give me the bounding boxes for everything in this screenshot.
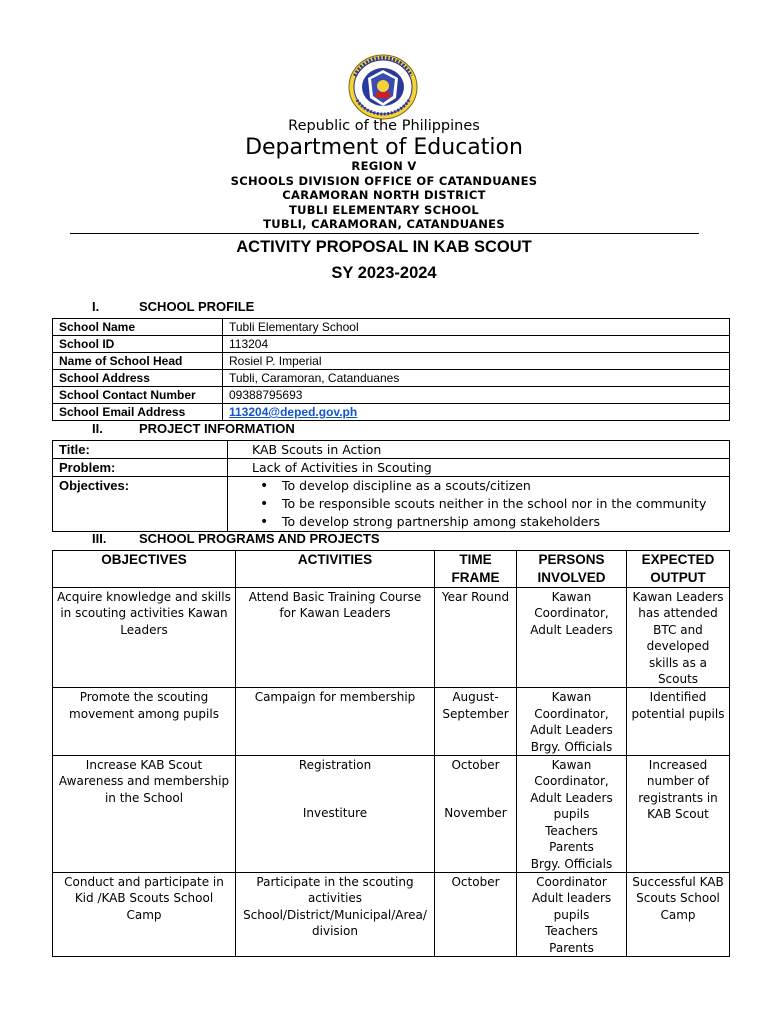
school-programs-table <box>52 550 730 957</box>
table-row <box>53 688 730 756</box>
person-entry: Teachers <box>545 924 598 939</box>
table-row <box>53 872 730 956</box>
table-row <box>53 588 730 688</box>
proposal-title: ACTIVITY PROPOSAL IN KAB SCOUT <box>236 238 532 256</box>
seal-emblem-icon <box>346 54 420 120</box>
table-row <box>53 756 730 873</box>
profile-value: 113204 <box>223 336 730 353</box>
person-entry: Kawan Coordinator, Adult Leaders <box>530 690 613 738</box>
list-item: • To be responsible scouts neither in the school nor in the community <box>256 495 723 513</box>
project-objectives-label: Objectives: <box>53 477 228 532</box>
output-cell: Kawan Leaders has attended BTC and developed skills as a Scouts <box>627 588 730 688</box>
address-line: TUBLI, CARAMORAN, CATANDUANES <box>263 217 505 231</box>
time-frame-cell <box>435 756 517 873</box>
project-title-label: Title: <box>53 441 228 459</box>
profile-value: Tubli Elementary School <box>223 319 730 336</box>
profile-label: School Address <box>53 370 223 387</box>
activity-cell <box>236 756 435 873</box>
profile-label: School ID <box>53 336 223 353</box>
section-number: III. <box>92 531 107 546</box>
objective-cell: Acquire knowledge and skills in scouting activities Kawan Leaders <box>53 588 236 688</box>
profile-label: School Name <box>53 319 223 336</box>
person-entry: Adult leaders <box>531 891 612 906</box>
region-line: REGION V <box>351 159 417 173</box>
school-email-link[interactable]: 113204@deped.gov.ph <box>229 405 358 419</box>
activity-cell: Campaign for membership <box>236 688 435 756</box>
column-header-activities: ACTIVITIES <box>236 551 435 588</box>
persons-cell <box>517 872 627 956</box>
person-entry: Kawan Coordinator, Adult Leaders <box>530 758 613 805</box>
project-objectives-value <box>228 477 730 532</box>
profile-value: Tubli, Caramoran, Catanduanes <box>223 370 730 387</box>
list-item: • To develop strong partnership among stakeholders <box>256 513 723 531</box>
person-entry: Parents <box>549 940 594 955</box>
person-entry: pupils <box>553 907 590 922</box>
project-problem-value: Lack of Activities in Scouting <box>228 459 730 477</box>
section-number: I. <box>92 299 100 314</box>
persons-cell <box>517 756 627 873</box>
profile-value: Rosiel P. Imperial <box>223 353 730 370</box>
person-entry: pupils <box>553 807 590 822</box>
output-cell: Increased number of registrants in KAB Scout <box>627 756 730 873</box>
objective-cell: Conduct and participate in Kid /KAB Scouts School Camp <box>53 872 236 956</box>
department-name: Department of Education <box>245 135 523 160</box>
time-entry: October <box>451 758 500 773</box>
section-label: SCHOOL PROGRAMS AND PROJECTS <box>139 531 380 546</box>
district-line: CARAMORAN NORTH DISTRICT <box>282 188 486 202</box>
table-row <box>53 441 730 459</box>
republic-line: Republic of the Philippines <box>288 118 480 134</box>
list-item: • To develop discipline as a scouts/citizen <box>256 477 723 495</box>
section-heading-project-information <box>92 421 392 437</box>
objective-cell: Increase KAB Scout Awareness and membership in the School <box>53 756 236 873</box>
activity-entry: Investiture <box>302 806 368 821</box>
table-row <box>53 319 730 336</box>
project-information-table <box>52 440 730 532</box>
section-heading-school-profile <box>92 299 392 315</box>
table-row <box>53 353 730 370</box>
profile-value: 09388795693 <box>223 387 730 404</box>
table-row <box>53 387 730 404</box>
column-header-time-frame: TIME FRAME <box>435 551 517 588</box>
project-title-value: KAB Scouts in Action <box>228 441 730 459</box>
column-header-objectives: OBJECTIVES <box>53 551 236 588</box>
division-line: SCHOOLS DIVISION OFFICE OF CATANDUANES <box>230 174 538 188</box>
persons-cell <box>517 688 627 756</box>
profile-label: School Contact Number <box>53 387 223 404</box>
table-row <box>53 336 730 353</box>
header-divider <box>70 233 699 234</box>
time-frame-cell: Year Round <box>435 588 517 688</box>
school-year: SY 2023-2024 <box>331 264 437 282</box>
section-heading-school-programs <box>92 531 492 547</box>
section-label: PROJECT INFORMATION <box>139 421 295 436</box>
school-profile-table <box>52 318 730 421</box>
person-entry: Teachers <box>545 823 598 838</box>
deped-seal-logo <box>346 54 420 120</box>
output-cell: Successful KAB Scouts School Camp <box>627 872 730 956</box>
profile-value <box>223 404 730 421</box>
activity-entry: Registration <box>298 758 372 773</box>
time-entry: November <box>444 806 507 821</box>
person-entry: Parents <box>549 840 594 855</box>
person-entry: Brgy. Officials <box>530 739 613 754</box>
time-frame-cell: October <box>435 872 517 956</box>
table-row <box>53 477 730 532</box>
objectives-list <box>256 477 723 531</box>
table-row <box>53 459 730 477</box>
section-number: II. <box>92 421 103 436</box>
school-line: TUBLI ELEMENTARY SCHOOL <box>288 203 480 217</box>
persons-cell: Kawan Coordinator, Adult Leaders <box>517 588 627 688</box>
table-row <box>53 370 730 387</box>
table-row <box>53 404 730 421</box>
time-frame-cell: August-September <box>435 688 517 756</box>
column-header-persons-involved: PERSONS INVOLVED <box>517 551 627 588</box>
column-header-expected-output: EXPECTED OUTPUT <box>627 551 730 588</box>
output-cell: Identified potential pupils <box>627 688 730 756</box>
project-problem-label: Problem: <box>53 459 228 477</box>
table-header-row <box>53 551 730 588</box>
person-entry: Brgy. Officials <box>530 856 613 871</box>
profile-label: Name of School Head <box>53 353 223 370</box>
activity-cell: Participate in the scouting activities School/District/Municipal/Area/ division <box>236 872 435 956</box>
section-label: SCHOOL PROFILE <box>139 299 255 314</box>
profile-label: School Email Address <box>53 404 223 421</box>
activity-cell: Attend Basic Training Course for Kawan Leaders <box>236 588 435 688</box>
objective-cell: Promote the scouting movement among pupils <box>53 688 236 756</box>
person-entry: Coordinator <box>536 874 607 889</box>
